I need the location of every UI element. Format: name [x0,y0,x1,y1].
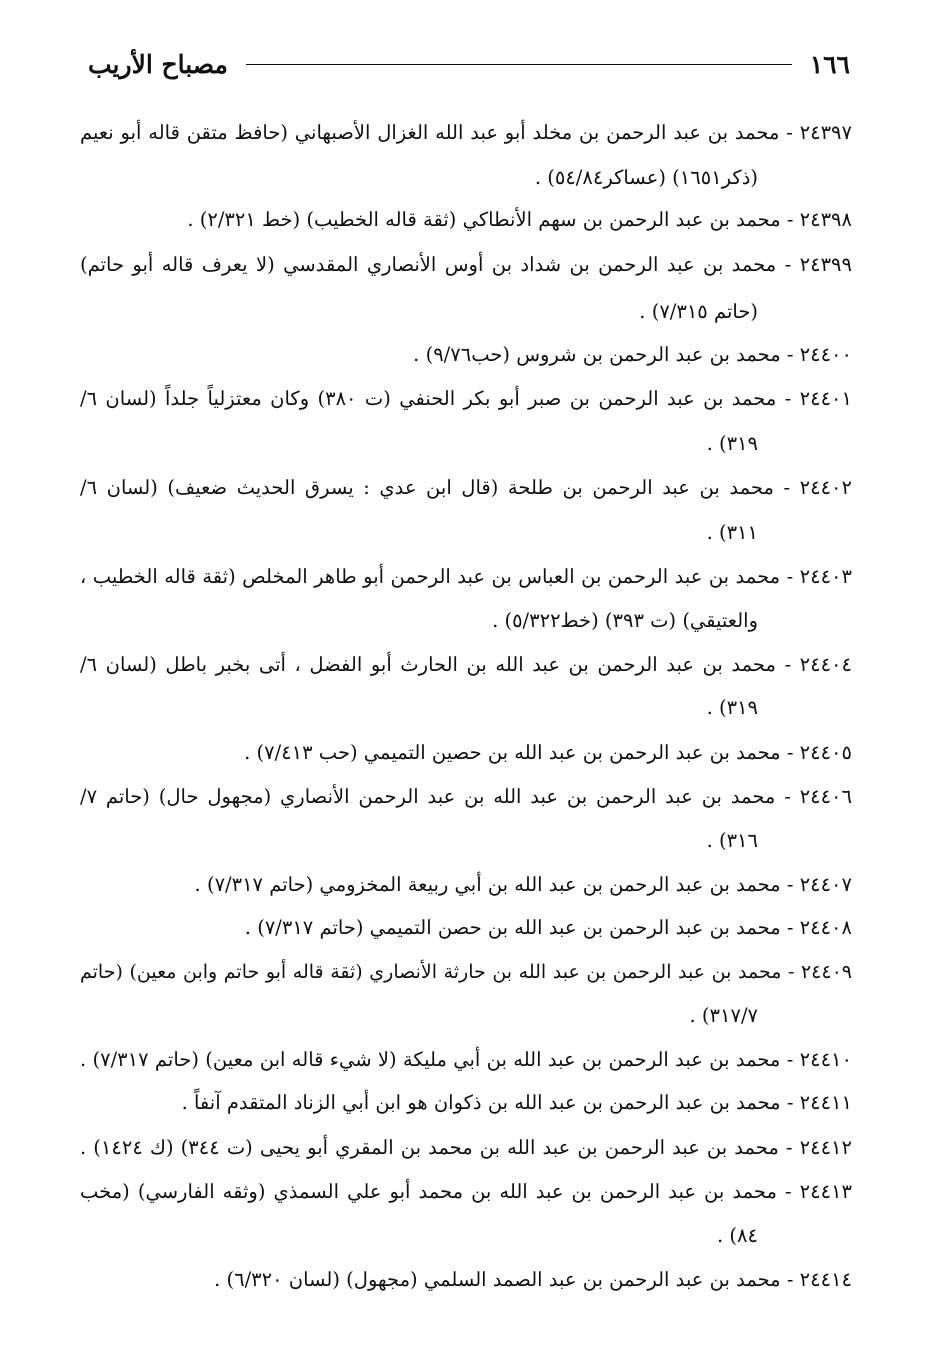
entry-line: (حاتم ٧/٣١٥) . [639,300,758,323]
entry-line: ٢٤٤٠٢ - محمد بن عبد الرحمن بن طلحة (قال ابن عدي : يسرق الحديث ضعيف) (لسان ٦/ [80,476,852,499]
entry-line: ٢٤٣٩٧ - محمد بن عبد الرحمن بن مخلد أبو عبد الله الغزال الأصبهاني (حافظ متقن قاله أبو نعيم [80,121,852,144]
entry-line: ٣١٧/٧) . [689,1004,758,1027]
entry-line: ٣١٦) . [706,829,758,852]
entry-line: ٢٤٤٠٨ - محمد بن عبد الرحمن بن عبد الله بن حصن التميمي (حاتم ٧/٣١٧) . [244,916,852,939]
entry-line: ٢٤٤١٣ - محمد بن عبد الرحمن بن عبد الله بن محمد أبو علي السمذي (وثقه الفارسي) (مخب [80,1180,852,1203]
entry-line: ٢٤٤١٠ - محمد بن عبد الرحمن بن عبد الله بن أبي مليكة (لا شيء قاله ابن معين) (حاتم ٧/٣١٧) . [80,1048,852,1071]
entry-line: ٢٤٣٩٨ - محمد بن عبد الرحمن بن سهم الأنطاكي (ثقة قاله الخطيب) (خط ٢/٣٢١) . [187,208,852,231]
entry-line: ٢٤٤٠٥ - محمد بن عبد الرحمن بن عبد الله بن حصين التميمي (حب ٧/٤١٣) . [244,741,852,764]
entry-line: ٢٤٤١١ - محمد بن عبد الرحمن بن عبد الله بن ذكوان هو ابن أبي الزناد المتقدم آنفاً . [181,1091,852,1114]
entry-line: ٣١٩) . [706,696,758,719]
page-number: ١٦٦ [809,49,850,79]
entry-line: ٨٤) . [717,1224,758,1247]
header-rule [246,64,792,65]
entry-line: ٢٤٤٠٠ - محمد بن عبد الرحمن بن شروس (حب٩/٧٦) . [413,343,852,366]
entry-line: ٢٤٤١٢ - محمد بن عبد الرحمن بن عبد الله بن محمد بن المقري أبو يحيى (ت ٣٤٤) (ك ١٤٢٤) . [80,1136,852,1159]
entry-line: ٣١٩) . [706,432,758,455]
entry-line: ٢٤٤١٤ - محمد بن عبد الرحمن بن عبد الصمد السلمي (مجهول) (لسان ٦/٣٢٠) . [214,1268,852,1291]
page-header [88,44,850,84]
entry-line: والعتيقي) (ت ٣٩٣) (خط٥/٣٢٢) . [492,609,758,632]
book-title: مصباح الأريب [88,49,228,79]
entry-line: ٣١١) . [706,521,758,544]
entry-line: ٢٤٤٠١ - محمد بن عبد الرحمن بن صبر أبو بكر الحنفي (ت ٣٨٠) وكان معتزلياً جلداً (لسان ٦/ [80,387,852,410]
entry-line: ٢٤٤٠٤ - محمد بن عبد الرحمن بن عبد الله بن الحارث أبو الفضل ، أتى بخبر باطل (لسان ٦/ [80,653,852,676]
entry-line: ٢٤٤٠٩ - محمد بن عبد الرحمن بن عبد الله بن حارثة الأنصاري (ثقة قاله أبو حاتم وابن معين) (حاتم [80,961,852,983]
entry-line: ٢٤٤٠٣ - محمد بن عبد الرحمن بن العباس بن عبد الرحمن أبو طاهر المخلص (ثقة قاله الخطيب ، [80,565,852,588]
entry-line: (ذكر١٦٥١) (عساكر٥٤/٨٤) . [534,166,758,189]
entry-line: ٢٤٤٠٧ - محمد بن عبد الرحمن بن عبد الله بن أبي ربيعة المخزومي (حاتم ٧/٣١٧) . [194,873,852,896]
entry-line: ٢٤٤٠٦ - محمد بن عبد الرحمن بن عبد الله بن عبد الرحمن الأنصاري (مجهول حال) (حاتم ٧/ [80,785,852,808]
entry-line: ٢٤٣٩٩ - محمد بن عبد الرحمن بن شداد بن أوس الأنصاري المقدسي (لا يعرف قاله أبو حاتم) [80,253,852,276]
